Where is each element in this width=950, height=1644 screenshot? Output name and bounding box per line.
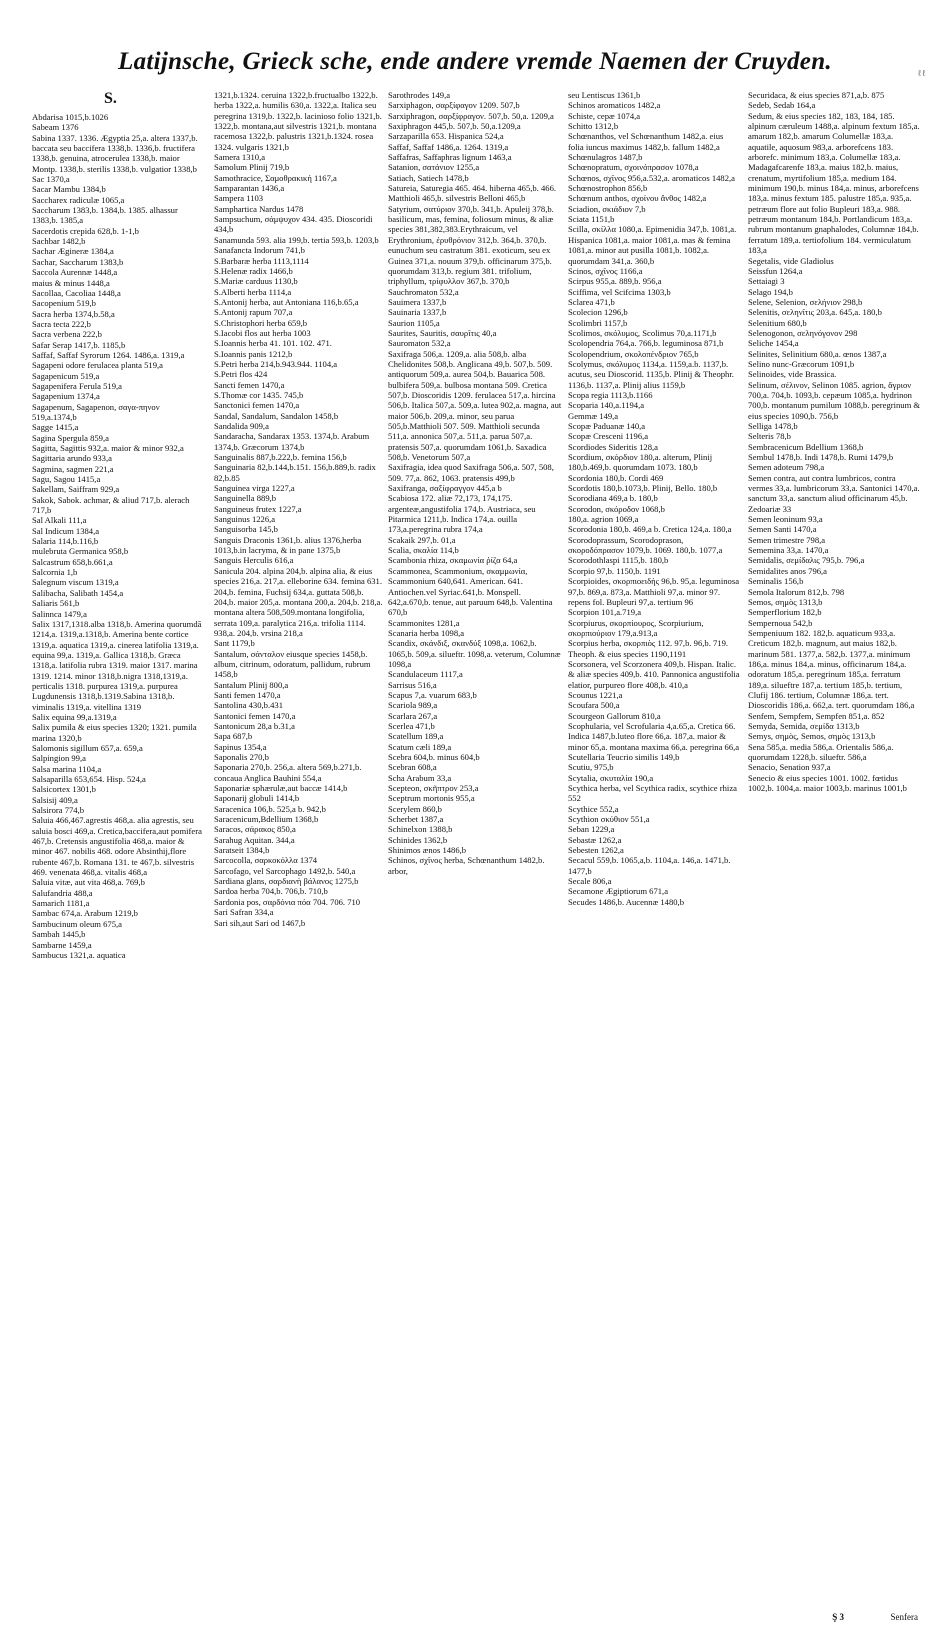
- index-entry: Sagge 1415,a: [32, 422, 79, 433]
- index-entry: Scoufara 500,a: [568, 700, 620, 711]
- index-entry: Salomonis sigillum 657,a. 659,a: [32, 742, 143, 753]
- index-entry: Sciffima, vel Scifcima 1303,b: [568, 286, 671, 297]
- index-entry: Sarxiphagon, σαρξίφαγον 1209. 507,b: [388, 100, 520, 111]
- index-entry: Sanguinus 1226,a: [214, 514, 276, 525]
- index-entry: Sacollaa, Cacoliaa 1448,a: [32, 287, 121, 298]
- index-entry: Sarothrodes 149,a: [388, 90, 451, 100]
- index-entry: Salufandria 488,a: [32, 887, 93, 898]
- index-entry: Scoparia 140,a.1194,a: [568, 400, 645, 411]
- index-entry: Salcastrum 658,b.661,a: [32, 556, 113, 567]
- index-column-4: [568, 90, 740, 1632]
- section-letter: S.: [104, 90, 117, 107]
- index-entry: Seminalis 156,b: [748, 576, 804, 587]
- index-entry: Salsa marina 1104,a: [32, 763, 102, 774]
- index-entry: Scandix, σκάνδιξ, σκανδύξ 1098,a. 1062,b. 1065,b. 509,a. silueftr. 1098,a. veterum, Columnæ 1098,a: [388, 638, 561, 669]
- index-entry: Scopæ Paduanæ 140,a: [568, 421, 646, 431]
- index-entry: Saccharum 1383,b. 1384,b. 1385. alhassur 1383,b. 1385,a: [32, 205, 178, 226]
- index-entry: Scanaria herba 1098,a: [388, 627, 465, 638]
- index-entry: Saccola Aurennæ 1448,a: [32, 267, 118, 278]
- index-entry: S.Antonij herba, aut Antoniana 116,b.65,a: [214, 296, 359, 307]
- index-entry: Senecio & eius species 1001. 1002. fœtidus 1002,b. 1004,a. maior 1003,b. marinus 1001,b: [748, 772, 907, 794]
- index-entry: Sandal, Sandalum, Sandalon 1458,b: [214, 410, 339, 421]
- index-entry: Sardonia pos, σαρδόνια πόα 704. 706. 710: [214, 896, 361, 907]
- index-entry: Sena 585,a. media 586,a. Orientalis 586,a. quorumdam 1228,b. silueftr. 586,a: [748, 741, 894, 762]
- index-entry: Scatum cæli 189,a: [388, 741, 452, 752]
- index-entry: Sanguinalis 887,b.222,b. femina 156,b: [214, 452, 347, 463]
- index-entry: Scammonites 1281,a: [388, 617, 460, 628]
- index-entry: Sanguis Herculis 616,a: [214, 555, 294, 566]
- index-entry: Satiach, Satiech 1478,b: [388, 172, 469, 183]
- index-entry: mulebruta Germanica 958,b: [32, 546, 129, 557]
- index-entry: Saluia vitæ, aut vita 468,a. 769,b: [32, 877, 145, 888]
- index-entry: Salegnum viscum 1319,a: [32, 577, 119, 588]
- index-entry: Saxiphragon 445,b. 507,b. 50,a.1209,a: [388, 121, 521, 132]
- index-entry: S.Thomæ cor 1435. 745,b: [214, 389, 304, 400]
- index-entry: Scorpio 97,b. 1150,b. 1191: [568, 565, 661, 576]
- index-entry: Sebastæ 1262,a: [568, 834, 622, 845]
- index-entry: Salpingion 99,a: [32, 753, 86, 764]
- index-entry: S.Antonij rapum 707,a: [214, 307, 293, 318]
- index-entry: Scariola 989,a: [388, 700, 438, 711]
- index-entry: Salaria 114,b.116,b: [32, 536, 99, 547]
- index-entry: Sarcocolla, σαρκοκόλλα 1374: [214, 855, 318, 866]
- index-entry: Scorodiana 469,a b. 180,b: [568, 493, 658, 504]
- index-entry: Scepteon, σκῆπτρον 253,a: [388, 783, 479, 794]
- index-entry: Scakaik 297,b. 01,a: [388, 534, 456, 545]
- index-entry: Santalum, σάνταλον eiusque species 1458,b. album, citrinum, odoratum, pallidum, rubrum 1458,b: [214, 648, 371, 680]
- page-title: Latijnsche, Grieck sche, ende andere vremde Naemen der Cruyden.: [118, 48, 832, 75]
- index-entry: Semen leoninum 93,a: [748, 514, 823, 525]
- index-entry: Sal Indicum 1384,a: [32, 525, 100, 536]
- index-entry: Salsisij 409,a: [32, 794, 78, 805]
- index-entry: Sacra herba 1374,b.58,a: [32, 308, 115, 319]
- index-entry: Scophularia, vel Scrofularia 4,a.65,a. Cretica 66. Indica 1487,b.luteo flore 66,a. 187,a. maior & minor 65,a. montana maxima 66,a. peregrina 66,a: [568, 720, 740, 752]
- index-entry: Sambucus 1321,a. aquatica: [32, 949, 126, 960]
- index-entry: Sandaracha, Sandarax 1353. 1374,b. Arabum 1374,b. Græcorum 1374,b: [214, 431, 370, 452]
- index-entry: Salsicortex 1301,b: [32, 784, 96, 795]
- index-entry: Saxifraga 506,a. 1209,a. alia 508,b. alba Chelidonites 508,b. Anglicana 49,b. 507,b. 509. antiquorum 509,a. aurea 504,b. Bauarica 508. bulbifera 509,a. bulbosa montana 509. Cretica 507,b. Dioscoridis 1209. ferulacea 517,a. hircina 506,b. Italica 507,a. 509,a. lutea 902,a. magna, aut maior 506,b. 209,a. minor, seu parua 505,b.Matthioli 507. 509. Matthioli secunda 511,a. annonica 507,a. 511,a. parua 507,a. pratensis 507,a. quorumdam 1061,b. Saxadica 508,b. Venetorum 507,a: [388, 348, 562, 463]
- index-entry: Samphartica Nardus 1478: [214, 203, 304, 214]
- index-entry: Saponariæ sphærulæ,aut baccæ 1414,b: [214, 783, 348, 794]
- index-entry: Scabiosa 172. aliæ 72,173, 174,175. argenteæ,angustifolia 174,b. Austriaca, seu Pitarmica 1211,b. Indica 174,a. ouilla 173,a.peregrina rubra 174,a: [388, 493, 536, 535]
- index-entry: Scopæ Cresceni 1196,a: [568, 431, 649, 442]
- index-entry: Saurites, Sauritis, σαυρῖτις 40,a: [388, 327, 497, 338]
- index-entry: Salsirora 774,b: [32, 805, 85, 816]
- index-entry: Scebra 604,b. minus 604,b: [388, 752, 480, 762]
- index-entry: S.Alberti herba 1114,a: [214, 286, 292, 297]
- index-entry: Saffaf, Saffaf Syrorum 1264. 1486,a. 1319,a: [32, 349, 185, 360]
- index-entry: Sarxiphragon, σαρξίφραγον. 507,b. 50,a. 1209,a: [388, 110, 554, 121]
- index-entry: Samera 1310,a: [214, 152, 266, 163]
- index-entry: Samolum Plinij 719,b: [214, 162, 290, 173]
- index-entry: Scorpius herba, σκορπιὸς 112. 97,b. 96,b. 719. Theoph. & eius species 1190,1191: [568, 638, 729, 659]
- index-entry: Sambucinum oleum 675,a: [32, 918, 122, 929]
- index-entry: Scandulaceum 1117,a: [388, 669, 463, 680]
- index-entry: Sari sih,aut Sari od 1467,b: [214, 917, 306, 928]
- catchword: Senfera: [890, 1612, 918, 1622]
- index-entry: Sempeniuum 182. 182,b. aquaticum 933,a. Creticum 182,b. magnum, aut maius 182,b. marinum 581. 1377,a. 582,b. 1377,a. minimum 186,a. minus 184,a. minus, officinarum 184,a. odoratum 185,a. peregrinum 185,a. ferratum 189,a. silueftre 187,a. tertium 185,b. tertium, Clufij 186. tertium, Columnæ 186,a. tert. Dioscoridis 186,a. 662,a. tert. quorumdam 186,a: [748, 627, 915, 711]
- index-entry: Sauromaton 532,a: [388, 338, 451, 349]
- index-entry: Scolimbri 1157,b: [568, 317, 628, 328]
- index-entry: Secamone Ægiptiorum 671,a: [568, 886, 669, 897]
- index-entry: Salix 1317,1318.alba 1318,b. Amerina quorumdā 1214,a. 1319,a.1318,b. Amerina bente cortice 1319,a. aquatica 1319,a. cinerea latifolia 1319,a. equina 99,a. 1319,a. Gallica 1318,b. Græca 1318,a. latifolia rubra 1319. maior 1317. marina 1319. 1214. minor 1318,b.nigra 1318,1319,a. perticalis 1318. purpurea 1319,a. purpurea Lugdunensis 1318,b.1319.Sabina 1318,b. viminalis 1319,a. vitellina 1319: [32, 618, 202, 712]
- index-entry: Selliga 1478,b: [748, 421, 798, 431]
- index-column-5: [748, 90, 922, 1632]
- index-entry: Saxifranga, σαξίφραγγον 445,a b: [388, 483, 502, 494]
- index-entry: Sauimera 1337,b: [388, 296, 447, 307]
- index-entry: Schœnanthos, vel Schœnanthum 1482,a. eius folia iuncus maximus 1482,b. fallum 1482,a: [568, 131, 724, 152]
- index-entry: Scythica herba, vel Scythica radix, scythice rhiza 552: [568, 783, 737, 804]
- index-entry: Scolopendria 764,a. 766,b. leguminosa 871,b: [568, 338, 724, 349]
- index-entry: Scorpioides, σκορπιοειδὴς 96,b. 95,a. leguminosa 97,b. 869,a. 873,a. Matthioli 97,a. minor 97. repens fol. Bupleuri 97,a. tertium 96: [568, 576, 740, 607]
- index-entry: Sambac 674,a. Arabum 1219,b: [32, 908, 138, 919]
- index-column-2: [214, 90, 384, 1632]
- index-entry: Scordiodes Sideritis 128,a: [568, 441, 658, 452]
- index-entry: Selteris 78,b: [748, 431, 791, 442]
- index-entry: Sanicula 204. alpina 204,b. alpina alia, & eius species 216,a. 217,a. elleborine 634. femina 631. 204,b. femina, Fuchsij 634,a. guttata 508,b. 204,b. maior 205,a. montana 200,a. 204,b. 218,a. montana altera 508,509.montana longifolia, serrata 109,a. paralytica 216,a. trifolia 1114. 938,a. 204,b. vrsina 218,a: [214, 565, 383, 638]
- index-entry: Shinimos ænos 1486,b: [388, 845, 467, 856]
- index-entry: Semidalites anos 796,a: [748, 565, 828, 576]
- index-entry: Sakellam, Saiffram 929,a: [32, 484, 120, 495]
- index-entry: Salcornia 1,b: [32, 567, 78, 578]
- index-entry: Scolopendrium, σκολοπένδριον 765,b: [568, 348, 699, 359]
- index-entry: Satanion, σατάνιον 1255,a: [388, 162, 480, 173]
- index-entry: Scinos, σχῖνος 1166,a: [568, 265, 643, 276]
- index-entry: Semen adoteum 798,a: [748, 462, 825, 473]
- index-entry: Sagapeni odore ferulacea planta 519,a: [32, 360, 163, 371]
- index-entry: Saracos, σάρακος 850,a: [214, 824, 296, 835]
- index-entry: Salix equina 99,a.1319,a: [32, 711, 117, 722]
- index-entry: Sagapenum, Sagapenon, σαγα-πηνον 519,a.1374,b: [32, 401, 160, 422]
- index-entry: Sedum, & eius species 182, 183, 184, 185. alpinum cæruleum 1488,a. alpinum fextum 185,a. amarum 182,b. amarum Columellæ 183,a. aquatile, aquosum 983,a. arborefcens 183. arborefc. minimum 183,a. Columellæ 183,a. Madagafcarenfe 183,a. maius 182,b. maius, crenatum, myrtifolium 185,a. medium 184. minimum 190,b. minus 184,a. minus, arborefcens 183,a. minus fextum 185. palustre 185,a. 935,a. petræum flore aut folio Bupleuri 183,a. 988. petræum montanum 184,b. Portlandicum 183,a. rubrum montanum gnaphalodes, Columnæ 184,b. ferratum 189,a. tertiofolium 184. vermiculatum 183,a: [748, 110, 920, 256]
- index-entry: Scutellaria Teucrio similis 149,b: [568, 752, 680, 762]
- index-entry: Sarzaparilla 653. Hispanica 524,a: [388, 131, 504, 142]
- index-entry: Scolecion 1296,b: [568, 307, 628, 318]
- index-entry: Scirpus 955,a. 889,b. 956,a: [568, 276, 662, 287]
- index-entry: Saluia 466,467.agrestis 468,a. alia agrestis, seu saluia bosci 469,a. Cretica,baccifera,aut pomifera 467,b. Cretensis angustifolia 468,a. maior & minor 467. nobilis 468. odore Absinthij,flore rubente 467,b. Romana 131. te 467,b. silvestris 469. venenata 468,a. vitalis 468,a: [32, 815, 202, 878]
- index-entry: Securidaca, & eius species 871,a,b. 875: [748, 90, 885, 100]
- index-entry: Salinnca 1479,a: [32, 608, 87, 619]
- index-entry: Saponarij globuli 1414,b: [214, 793, 300, 804]
- index-entry: Samarich 1181,a: [32, 898, 90, 909]
- index-entry: Sarrisus 516,a: [388, 679, 437, 690]
- index-entry: Schitto 1312,b: [568, 121, 619, 132]
- index-entry: Sampsuchum, σάμψυχον 434. 435. Dioscoridi 434,b: [214, 214, 373, 235]
- index-entry: S.Helenæ radix 1466,b: [214, 265, 293, 276]
- index-entry: Semidalis, σεμίδαλις 795,b. 796,a: [748, 555, 865, 566]
- index-entry: Scorpion 101,a.719,a: [568, 607, 642, 618]
- index-entry: Selenitis, σεληνῖτις 203,a. 645,a. 180,b: [748, 307, 882, 318]
- index-entry: Sauchromaton 532,a: [388, 286, 459, 297]
- index-entry: Semos, σημὸς 1313,b: [748, 596, 823, 607]
- index-entry: Selinoides, vide Brassica.: [748, 369, 837, 380]
- index-entry: Segetalis, vide Gladiolus: [748, 255, 834, 266]
- index-entry: Sanguinaria 82,b.144,b.151. 156,b.889,b. radix 82,b.85: [214, 462, 376, 483]
- index-entry: Samothracice, Σαμοθρακική 1167,a: [214, 172, 337, 183]
- index-entry: Sagitta, Sagittis 932,a. maior & minor 932,a: [32, 443, 184, 453]
- index-entry: Satureia, Saturegia 465. 464. hiberna 465,b. 466. Matthioli 465,b. silvestris Belloni 465,b: [388, 183, 557, 204]
- index-entry: S.Mariæ carduus 1130,b: [214, 276, 298, 287]
- index-entry: Selino nunc-Græcorum 1091,b: [748, 358, 855, 369]
- index-entry: Schinides 1362,b: [388, 834, 448, 845]
- index-entry: Saffafras, Saffaphras lignum 1463,a: [388, 152, 512, 163]
- index-entry: Settaiagi 3: [748, 276, 785, 287]
- index-entry: Selenogonon, σεληνόγονον 298: [748, 327, 858, 338]
- index-entry: Saxifragia, idea quod Saxifraga 506,a. 507, 508, 509. 77,a. 862, 1063. pratensis 499,b: [388, 462, 554, 483]
- index-entry: Scha Arabum 33,a: [388, 772, 452, 783]
- index-entry: Safar Serap 1417,b. 1185,b: [32, 339, 126, 350]
- index-entry: Scorsonera, vel Scorzonera 409,b. Hispan. Italic. & aliæ species 409,b. 410. Pannonica angustifolia elatior, purpureo flore 408,b. 410,a: [568, 658, 740, 690]
- index-entry: Sagapenicum 519,a: [32, 370, 100, 381]
- index-entry: Salsaparilla 653,654. Hisp. 524,a: [32, 774, 146, 784]
- index-entry: Santalum Plinij 800,a: [214, 679, 289, 690]
- index-entry: Schœnum anthos, σχοίνου ἄνθος 1482,a: [568, 193, 707, 204]
- index-entry: Sagittaria arundo 933,a: [32, 453, 112, 464]
- index-entry: Santonicum 28,a b.31,a: [214, 720, 295, 731]
- index-entry: Sac 1370,a: [32, 174, 70, 185]
- index-entry: Secale 806,a: [568, 876, 612, 887]
- index-entry: Scordium, σκόρδιον 180,a. alterum, Plinij 180,b.469,b. quorumdam 1073. 180,b: [568, 452, 713, 473]
- index-entry: Sampera 1103: [214, 193, 264, 204]
- index-entry: Sant 1179,b: [214, 638, 255, 649]
- index-entry: Sanguisorba 145,b: [214, 524, 278, 535]
- index-entry: Sakok, Sabok. achmar, & aliud 717,b. alerach 717,b: [32, 494, 190, 516]
- index-entry: Sanctonici femen 1470,a: [214, 400, 300, 411]
- index-entry: S.Ioannis herba 41. 101. 102. 471.: [214, 338, 332, 349]
- index-entry: Sembul 1478,b. Indi 1478,b. Rumi 1479,b: [748, 452, 894, 463]
- index-column-3: [388, 90, 562, 1632]
- index-entry: Scarlara 267,a: [388, 710, 438, 721]
- index-entry: Sandalida 909,a: [214, 421, 269, 431]
- index-entry: Scebran 608,a: [388, 762, 437, 773]
- index-entry: Scorpiurus, σκορπίουρος, Scorpiurium, σκορπιούριον 179,a.913,a: [568, 617, 704, 638]
- index-entry: Scapus 7,a. vuarum 683,b: [388, 689, 477, 700]
- index-entry: Saracenicum,Bdellium 1368,b: [214, 814, 319, 825]
- index-entry: Gemmæ 149,a: [568, 410, 619, 421]
- index-entry: Saponaria 270,b. 256,a. altera 569,b.271,b. concaua Anglica Bauhini 554,a: [214, 762, 362, 783]
- index-entry: seu Lentiscus 1361,b: [568, 90, 641, 100]
- index-entry: Senfem, Sempfem, Sempfen 851,a. 852: [748, 710, 885, 721]
- index-entry: Scythion σκύθιον 551,a: [568, 814, 650, 825]
- index-entry: S.Petri herba 214,b.943.944. 1104,a: [214, 358, 338, 369]
- index-entry: Scorodonia 180,b. 469,a b. Cretica 124,a. 180,a: [568, 524, 732, 535]
- index-column-1: [32, 90, 202, 1632]
- index-entry: Senacio, Senation 937,a: [748, 762, 831, 773]
- index-entry: Scounus 1221,a: [568, 689, 623, 700]
- index-entry: Scordonia 180,b. Cordi 469: [568, 472, 664, 483]
- index-entry: Sabeam 1376: [32, 122, 79, 133]
- page-mark: ℓℓ: [917, 68, 926, 78]
- index-entry: Scerylem 860,b: [388, 803, 442, 814]
- index-entry: Selinum, σέλινον, Selinon 1085. agrion, ἄγριον 700,a. 704,b. 1093,b. cepæum 1085,a. hydrinon 700,b. montanum pumilum 1088,b. peregrinum & eius species 1090,b. 756,b: [748, 379, 921, 421]
- index-entry: Sacerdotis crepida 628,b. 1-1,b: [32, 225, 139, 236]
- index-entry: Schœnulagros 1487,b: [568, 152, 643, 163]
- index-entry: Saliaris 561,b: [32, 598, 80, 609]
- index-entry: Sachar, Saccharum 1383,b: [32, 256, 124, 267]
- index-entry: Selago 194,b: [748, 286, 793, 297]
- index-entry: Santi femen 1470,a: [214, 689, 281, 700]
- index-entry: Sceptrum mortonis 955,a: [388, 793, 475, 804]
- index-entry: Scilla, σκίλλα 1080,a. Epimenidia 347,b. 1081,a. Hispanica 1081,a. maior 1081,a. mas & femina 1081,a. minor aut pusilla 1081,b. 1082,a. quorumdam 341,a. 360,b: [568, 224, 737, 266]
- index-entry: Sanguineus frutex 1227,a: [214, 503, 302, 514]
- index-entry: Sapinus 1354,a: [214, 741, 267, 752]
- index-entry: Seban 1229,a: [568, 824, 615, 835]
- index-entry: Sagapenium 1374,a: [32, 391, 100, 402]
- index-entry: Scambonia rhiza, σκαμωνία ῥίζα 64,a: [388, 555, 518, 566]
- index-entry: Sagu, Sagou 1415,a: [32, 474, 101, 485]
- index-entry: Sambarne 1459,a: [32, 939, 92, 950]
- index-entry: Selene, Selenion, σελήνιον 298,b: [748, 296, 863, 307]
- index-entry: Sachar Ægineræ 1384,a: [32, 246, 114, 257]
- index-entry: Salix pumila & eius species 1320; 1321. pumila marina 1320,b: [32, 722, 197, 743]
- index-entry: Scordotis 180,b.1073,b. Plinij, Bello. 180,b: [568, 483, 718, 494]
- index-entry: S.Ioannis panis 1212,b: [214, 348, 293, 359]
- index-entry: Semperflorium 182,b: [748, 607, 822, 618]
- index-entry: Scolymus, σκόλυμος 1134,a. 1159,a.b. 1137,b. acutus, seu Dioscorid. 1135,b. Plinij & Theophr. 1136,b. 1137,a. Plinij alius 1159,b: [568, 358, 734, 390]
- index-entry: Sanamunda 593. alia 199,b. tertia 593,b. 1203,b: [214, 234, 379, 245]
- index-entry: Scatellum 189,a: [388, 731, 444, 742]
- index-entry: Semola Italorum 812,b. 798: [748, 586, 845, 597]
- index-entry: 180,a. agrion 1069,a: [568, 514, 639, 525]
- index-entry: Samparantan 1436,a: [214, 183, 285, 194]
- index-entry: Saratseit 1384,b: [214, 845, 270, 856]
- index-entry: Sciadion, σκιάδιον 7,b: [568, 203, 646, 214]
- index-entry: Sciata 1151,b: [568, 214, 615, 225]
- index-entry: Sagapenifera Ferula 519,a: [32, 380, 122, 391]
- index-entry: Sabina 1337. 1336. Ægyptia 25,a. altera 1337,b. baccata seu baccifera 1338,b. 1336,b. fructifera 1338,b. genuina, atrocerulea 1338,b. maior Montp. 1338,b. sterilis 1338,b. vulgatior 1338,b: [32, 132, 198, 174]
- index-entry: Sal Alkali 111,a: [32, 515, 87, 526]
- index-entry: Santonici femen 1470,a: [214, 710, 296, 721]
- index-entry: Sacopenium 519,b: [32, 298, 96, 309]
- index-entry: Santolina 430,b.431: [214, 700, 283, 711]
- index-entry: Sedeb, Sedab 164,a: [748, 100, 816, 111]
- index-entry: Sardiana glans, σαρδιανὴ βάλανος 1275,b: [214, 876, 359, 887]
- index-entry: Sachbar 1482,b: [32, 236, 86, 247]
- index-entry: S.Christophori herba 659,b: [214, 317, 308, 328]
- index-entry: Sauinaria 1337,b: [388, 307, 447, 318]
- index-entry: S.Iacobi flos aut herba 1003: [214, 327, 311, 338]
- index-entry: S.Petri flos 424: [214, 369, 268, 380]
- signature-mark: Ş 3: [832, 1612, 844, 1622]
- index-entry: Sambah 1445,b: [32, 929, 86, 940]
- index-entry: Sebesten 1262,a: [568, 845, 624, 856]
- index-entry: Sclarea 471,b: [568, 296, 615, 307]
- index-entry: Semen contra, aut contra lumbricos, contra vermes 33,a. lumbricorum 33,a. Santonici 1470,a. sanctum 33,a. sanctum aliud officinarum 45,b. Zedoariæ 33: [748, 472, 920, 514]
- index-entry: Scourgeon Gallorum 810,a: [568, 710, 661, 721]
- index-entry: Satyrium, σατύριον 370,b. 341,b. Apuleij 378,b. basilicum, mas, femina, foliosum minus, & aliæ species 381,382,383.Erythraicum, vel Erythronium, ἐρυθρόνιον 312,b. 364,b. 370,b. eunuchum seu castratum 381. exoticum, seu ex Guinea 371,a. nouum 379,b. officinarum 375,b. quorumdam 313,b. regium 381. trifolium, triphyllum, τρίφυλλον 367,b. 370,b: [388, 203, 554, 287]
- index-entry: Schinos, σχῖνος herba, Schœnanthum 1482,b. arbor,: [388, 855, 545, 876]
- index-entry: 1321,b.1324. ceruina 1322,b.fructualbo 1322,b. herba 1322,a. humilis 630,a. 1322,a. Italica seu peregrina 1319,b. 1322,b. lacinioso folio 1321,b. 1322,b. montana,aut silvestris 1321,b. montana racemosa 1322,b. palustris 1321,b.1324. rosea 1324. vulgaris 1321,b: [214, 90, 382, 152]
- index-entry: Sanguinea virga 1227,a: [214, 483, 295, 494]
- index-entry: Semyda, Semida, σεμίδα 1313,b: [748, 720, 860, 731]
- index-entry: Schœnostrophon 856,b: [568, 183, 648, 194]
- index-entry: Sembracenicum Bdellium 1368,b: [748, 441, 864, 452]
- index-entry: Sagina Spergula 859,a: [32, 432, 109, 443]
- index-entry: Sari Safran 334,a: [214, 907, 274, 918]
- index-entry: Abdarisa 1015,b.1026: [32, 112, 109, 122]
- index-entry: Sacra tecta 222,b: [32, 318, 91, 329]
- index-entry: Sarahug Aquitan. 344,a: [214, 834, 295, 845]
- index-entry: Saponalis 270,b: [214, 752, 269, 762]
- index-entry: Sempernoua 542,b: [748, 617, 813, 628]
- index-entry: Scutiu, 975,b: [568, 762, 614, 773]
- index-entry: Schiste, cepæ 1074,a: [568, 110, 641, 121]
- index-entry: Scammonea, Scammonium, σκαμμωνία, Scammonium 640,641. American. 641. Antiochen.vel Syriac.641,b. Monspell. 642,a.670,b. tenue, aut paruum 648,b. Valentina 670,b: [388, 565, 553, 618]
- index-entry: Sancti femen 1470,a: [214, 379, 285, 390]
- index-entry: Schinos aromaticos 1482,a: [568, 100, 661, 111]
- index-entry: Sacra verbena 222,b: [32, 329, 102, 340]
- index-entry: Selenitium 680,b: [748, 317, 807, 328]
- index-entry: Scytalia, σκυταλία 190,a: [568, 772, 654, 783]
- index-entry: Sanguis Draconis 1361,b. alius 1376,herba 1013,b.in lacryma, & in pane 1375,b: [214, 534, 362, 556]
- index-entry: Semen trimestre 798,a: [748, 534, 826, 545]
- index-entry: Seliche 1454,a: [748, 338, 799, 349]
- index-entry: Scolimos, σκόλυμος, Scolimus 70,a.1171,b: [568, 327, 717, 338]
- index-entry: Saurion 1105,a: [388, 317, 440, 328]
- index-entry: Secudes 1486,b. Aucennæ 1480,b: [568, 896, 685, 907]
- index-entry: Schœnos, σχῖνος 956,a.532,a. aromaticos 1482,a: [568, 172, 735, 183]
- index-entry: Sememina 33,a. 1470,a: [748, 545, 829, 556]
- index-entry: Seissfun 1264,a: [748, 265, 803, 276]
- index-entry: Schinelxon 1388,b: [388, 824, 453, 835]
- index-entry: Scalia, σκαλία 114,b: [388, 545, 459, 556]
- index-entry: Schœnopratum, σχοινόπρασον 1078,a: [568, 162, 699, 173]
- index-entry: Scorodoprassum, Scorodoprason, σκοροδόπρασον 1079,b. 1069. 180,b. 1077,a: [568, 534, 723, 556]
- index-entry: Saccharex radiculæ 1065,a: [32, 194, 125, 205]
- index-entry: Sanguinella 889,b: [214, 493, 277, 504]
- index-entry: Salibacha, Salibath 1454,a: [32, 587, 124, 598]
- index-entry: Sardoa herba 704,b. 706,b. 710,b: [214, 886, 328, 897]
- index-entry: Sanafancta Indorum 741,b: [214, 245, 305, 256]
- index-entry: Scythice 552,a: [568, 803, 619, 814]
- index-entry: Scorodothlaspi 1115,b. 180,b: [568, 555, 669, 566]
- index-entry: Sapa 687,b: [214, 731, 253, 742]
- index-entry: Scorodon, σκόροδον 1068,b: [568, 503, 665, 514]
- index-entry: Sarcofago, vel Sarcophago 1492,b. 540,a: [214, 865, 356, 876]
- index-entry: Sagmina, sagmen 221,a: [32, 463, 114, 474]
- index-entry: Selinites, Selinitium 680,a. œnos 1387,a: [748, 348, 887, 359]
- index-entry: Sacar Mambu 1384,b: [32, 184, 106, 195]
- index-entry: maius & minus 1448,a: [32, 277, 110, 288]
- index-entry: S.Barbaræ herba 1113,1114: [214, 255, 309, 266]
- index-entry: Semys, σημὸς, Semos, σημὸς 1313,b: [748, 731, 876, 742]
- index-entry: Saffaf, Saffaf 1486,a. 1264. 1319,a: [388, 141, 509, 152]
- index-entry: Scherbet 1387,a: [388, 814, 444, 825]
- index-entry: Scerlea 471,b: [388, 720, 435, 731]
- index-entry: Scopa regia 1113,b.1166: [568, 389, 653, 400]
- index-entry: Semen Santi 1470,a: [748, 524, 817, 535]
- index-entry: Secacul 559,b. 1065,a,b. 1104,a. 146,a. 1471,b. 1477,b: [568, 855, 731, 876]
- index-entry: Saracenica 106,b. 525,a b. 942,b: [214, 803, 326, 814]
